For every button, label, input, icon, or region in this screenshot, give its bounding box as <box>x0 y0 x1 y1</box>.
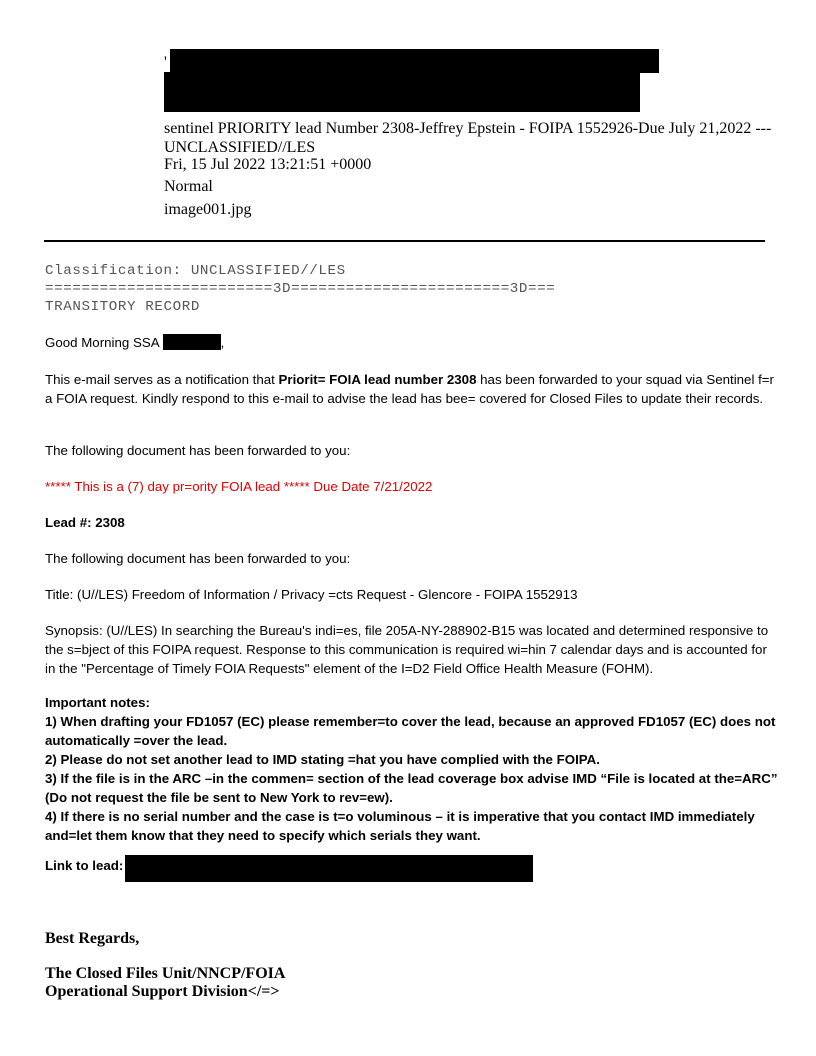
greeting <box>45 333 775 352</box>
link-redaction <box>125 855 533 882</box>
para1-text: This e-mail serves as a notification that <box>45 372 279 387</box>
date-value: Fri, 15 Jul 2022 13:21:51 +0000 <box>164 156 372 173</box>
important-notes <box>45 693 780 845</box>
para1-bold: Priorit= FOIA lead number 2308 <box>278 372 477 387</box>
forwarded-line-2: The following document has been forwarded to you: <box>45 551 351 566</box>
subject-value: sentinel PRIORITY lead Number 2308-Jeffrey Epstein - FOIPA 1552926-Due July 21,2022 --- UNCLASSIFIED//LES <box>164 120 772 156</box>
synopsis: Synopsis: (U//LES) In searching the Bureau's indi=es, file 205A-NY-288902-B15 was located and determined responsive to the s=bject of this FOIPA request. Response to this communication is required wi=hin 7 calendar days and is accounted for in the "Percentage of Timely FOIA Requests" element of the I=D2 Field Office Health Measure (FOHM). <box>45 623 769 676</box>
header-divider <box>44 240 765 242</box>
priority-notice: ***** This is a (7) day pr=ority FOIA lead ***** Due Date 7/21/2022 <box>45 479 433 494</box>
title-line: Title: (U//LES) Freedom of Information / Privacy =cts Request - Glencore - FOIPA 1552913 <box>45 587 578 602</box>
note-item: 2) Please do not set another lead to IMD stating =hat you have complied with the FOIPA. <box>45 752 600 767</box>
signature-regards: Best Regards, <box>45 930 140 947</box>
notification-paragraph <box>45 370 775 408</box>
greeting-end: , <box>220 335 225 350</box>
link-label: Link to lead: <box>45 858 124 873</box>
from-value: ' <box>164 54 167 71</box>
inline-images-value: image001.jpg <box>164 201 252 218</box>
signature-unit: The Closed Files Unit/NNCP/FOIA <box>45 965 286 982</box>
classification-line: Classification: UNCLASSIFIED//LES <box>45 263 346 279</box>
greeting-redaction <box>163 334 221 350</box>
forwarded-line-1: The following document has been forwarded to you: <box>45 443 351 458</box>
to-redaction <box>164 72 640 112</box>
note-item: 4) If there is no serial number and the case is t=o voluminous – it is imperative that you contact IMD immediately and=let them know that they need to specify which serials they want. <box>45 809 755 843</box>
para1-text-end: has been forwarded to your squad via Sentinel f=r a FOIA request. Kindly respond to this e-mail to advise the lead has bee= covered for Closed Files to update their records. <box>45 372 774 406</box>
from-redaction <box>170 49 659 73</box>
greeting-text: Good Morning SSA <box>45 335 160 350</box>
importance-value: Normal <box>164 178 213 195</box>
separator-line: =========================3D========================3D=== <box>45 281 556 297</box>
note-item: 1) When drafting your FD1057 (EC) please remember=to cover the lead, because an approved FD1057 (EC) does not automatically =over the lead. <box>45 714 776 748</box>
notes-heading: Important notes: <box>45 695 150 710</box>
lead-number: Lead #: 2308 <box>45 515 125 530</box>
note-item: 3) If the file is in the ARC –in the commen= section of the lead coverage box advise IMD “File is located at the=ARC” (Do not request the file be sent to New York to rev=ew). <box>45 771 778 805</box>
transitory-line: TRANSITORY RECORD <box>45 299 200 315</box>
signature-division: Operational Support Division</=> <box>45 983 280 1000</box>
